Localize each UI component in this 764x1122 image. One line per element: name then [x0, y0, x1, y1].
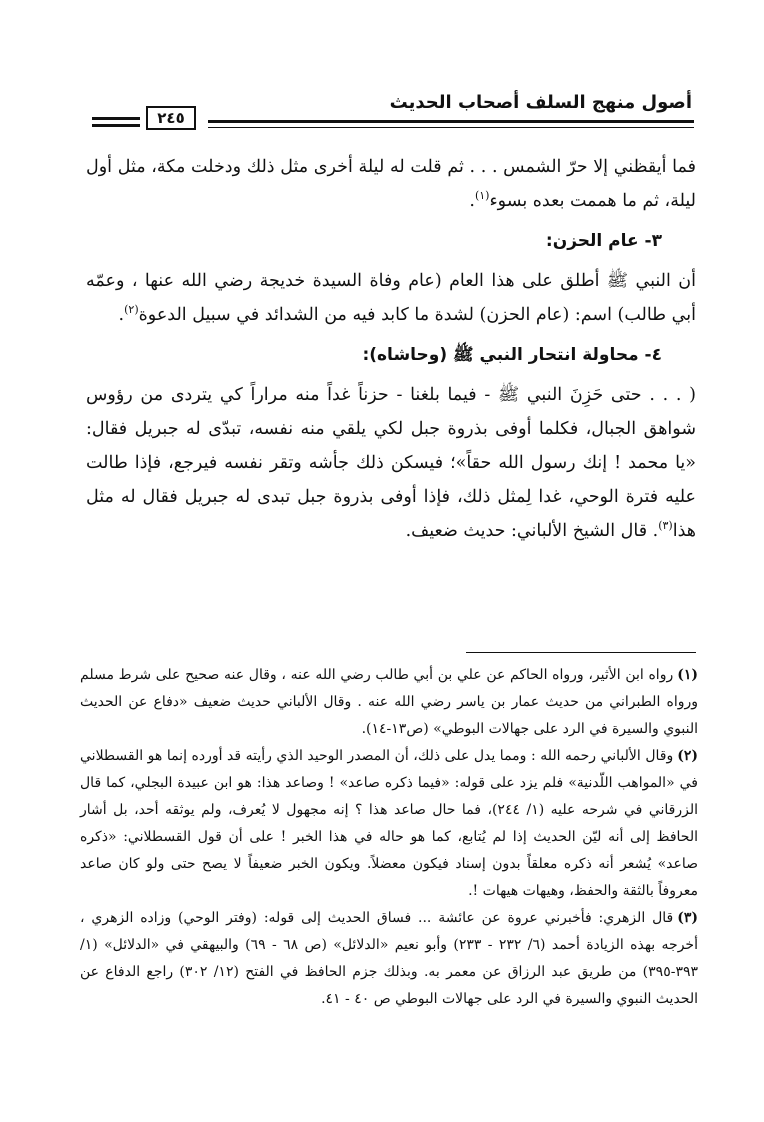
paragraph-1	[86, 150, 696, 218]
paragraph-2	[86, 264, 696, 332]
footnote-1	[80, 662, 698, 743]
header-rule-thick	[208, 120, 694, 123]
footnote-3-text: قال الزهري: فأخبرني عروة عن عائشة ... فساق الحديث إلى قوله: (وفتر الوحي) وزاده الزهري ، أخرجه بهذه الزيادة أحمد (٦/ ٢٣٢ - ٢٣٣) وأبو نعيم «الدلائل» (ص ٦٨ - ٦٩) والبيهقي في «الدلائل» (١/ ٣٩٣-٣٩٥) من طريق عبد الرزاق عن معمر به. وبذلك جزم الحافظ في الفتح (١٢/ ٣٠٢) راجع الدفاع عن الحديث النبوي والسيرة في الرد على جهالات البوطي ص ٤٠ - ٤١.	[80, 910, 699, 1007]
footnote-3	[80, 905, 698, 1013]
footnote-3-mark: (٣)	[677, 910, 698, 926]
footnote-ref-1[interactable]: (١)	[474, 189, 490, 203]
running-title: أصول منهج السلف أصحاب الحديث	[389, 92, 692, 113]
footnote-2-mark: (٢)	[677, 748, 698, 764]
paragraph-1-text: فما أيقظني إلا حرّ الشمس . . . ثم قلت له ليلة أخرى مثل ذلك ودخلت مكة، مثل أول ليلة، ثم ما هممت بعده بسوء	[86, 157, 696, 211]
header-rule-thin	[208, 127, 694, 128]
paragraph-3	[86, 378, 696, 548]
footnote-2	[80, 743, 698, 905]
paragraph-1-end: .	[469, 191, 475, 211]
footnote-ref-2[interactable]: (٢)	[124, 303, 139, 317]
paragraph-2-text: أن النبي ﷺ أطلق على هذا العام (عام وفاة السيدة خديجة رضي الله عنها ، وعمّه أبي طالب) اسم: (عام الحزن) لشدة ما كابد فيه من الشدائد في سبيل الدعوة	[86, 271, 696, 325]
footnote-1-mark: (١)	[677, 667, 698, 683]
footnote-separator	[466, 652, 696, 653]
footnotes	[80, 662, 698, 1013]
page-number: ٢٤٥	[146, 106, 196, 130]
paragraph-3-text: ( . . . حتى حَزِنَ النبي ﷺ - فيما بلغنا - حزناً غداً منه مراراً كي يتردى من رؤوس شواهق الجبال، فكلما أوفى بذروة جبل لكي يلقي منه نفسه، تبدّى له جبريل فقال: «يا محمد ! إنك رسول الله حقاً»؛ فيسكن ذلك جأشه وتقر نفسه فيرجع، فإذا طالت عليه فترة الوحي، غدا لِمثل ذلك، فإذا أوفى بذروة جبل تبدى له جبريل فقال له مثل هذا	[86, 385, 696, 541]
footnote-ref-3[interactable]: (٣)	[658, 519, 673, 533]
paragraph-3-end: . قال الشيخ الألباني: حديث ضعيف.	[405, 521, 659, 541]
header-left-bar-2	[92, 124, 140, 127]
main-text	[86, 150, 696, 548]
heading-year-of-sorrow: ٣- عام الحزن:	[545, 231, 662, 251]
paragraph-2-end: .	[118, 305, 125, 325]
footnote-2-text: وقال الألباني رحمه الله : ومما يدل على ذلك، أن المصدر الوحيد الذي رأيته قد أورده إنما هو القسطلاني في «المواهب اللّدنية» فلم يزد على قوله: «فيما ذكره صاعد» ! وصاعد هذا: هو ابن عبيدة البجلي، كما قال الزرقاني في شرحه عليه (١/ ٢٤٤)، فما حال صاعد هذا ؟ إنه مجهول لا يُعرف، ولم يوثقه أحد، بل أشار الحافظ إلى أنه ليّن الحديث إذا لم يُتابع، كما هو حاله في هذا الخبر ! على أن قول القسطلاني: «ذكره صاعد» يُشعر أنه ذكره معلقاً بدون إسناد فيكون معضلاً. ويكون الخبر ضعيفاً لا يصح حتى ولو كان صاعد معروفاً بالثقة والحفظ، وهيهات هيهات !.	[80, 748, 698, 899]
footnote-1-text: رواه ابن الأثير، ورواه الحاكم عن علي بن أبي طالب رضي الله عنه ، وقال عنه صحيح على شرط مسلم ورواه الطبراني من حديث عمار بن ياسر رضي الله عنه . وقال الألباني حديث ضعيف «دفاع عن الحديث النبوي والسيرة في الرد على جهالات البوطي» (ص١٣-١٤).	[80, 667, 698, 737]
heading-attempt: ٤- محاولة انتحار النبي ﷺ (وحاشاه):	[362, 345, 662, 365]
header-left-bar-1	[92, 117, 140, 120]
